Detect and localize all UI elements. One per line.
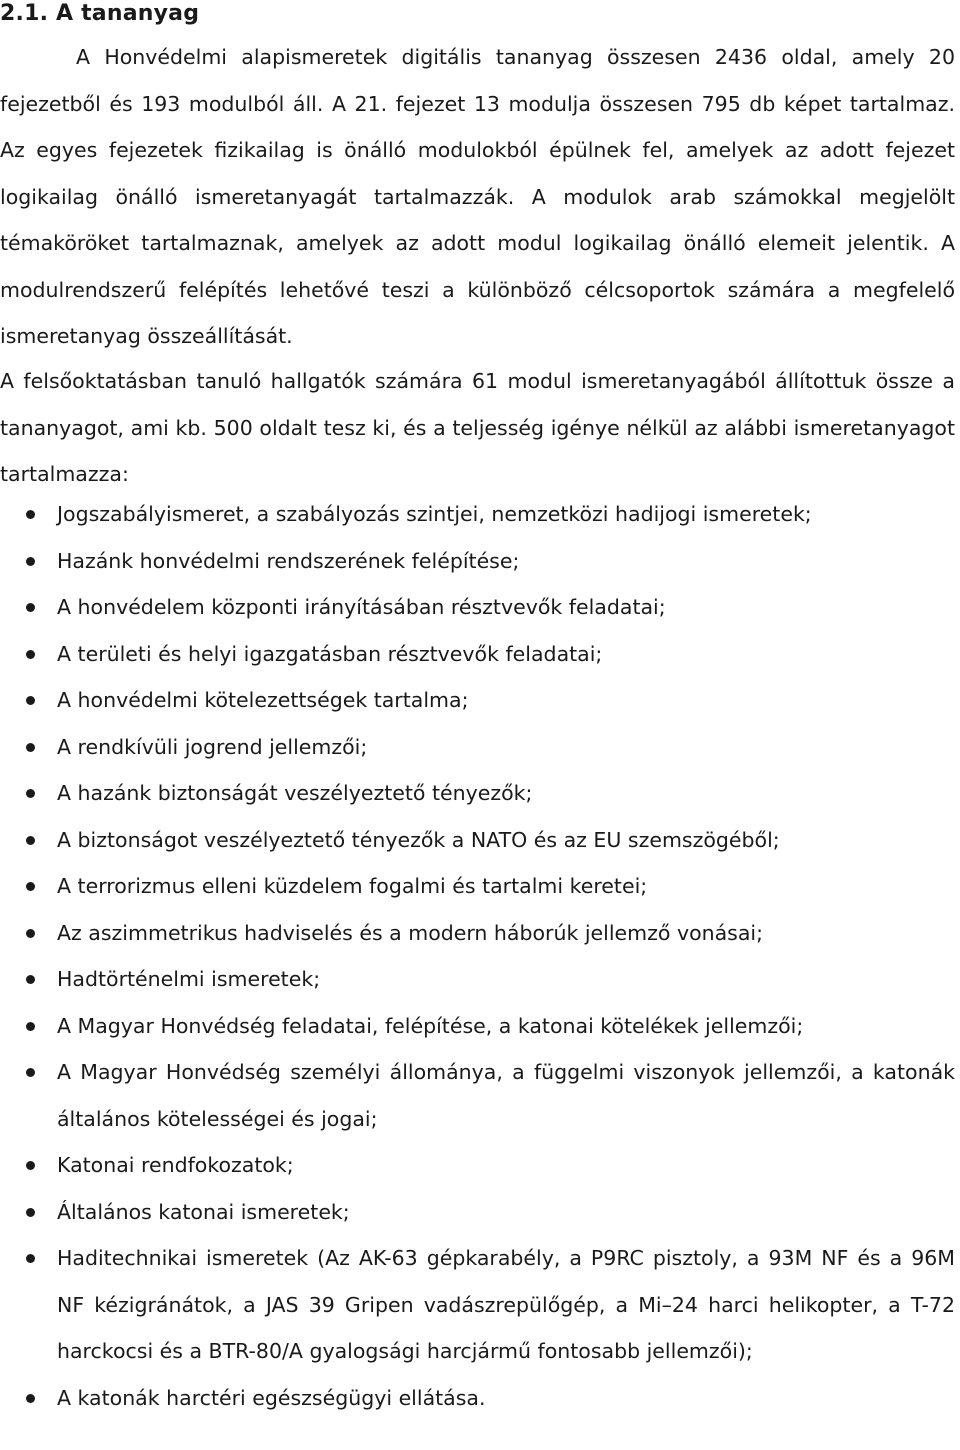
- bullet-icon: [26, 650, 35, 659]
- list-item: [0, 863, 955, 910]
- list-item-text: A katonák harctéri egészségügyi ellátása.: [57, 1385, 486, 1410]
- list-item-text: Hazánk honvédelmi rendszerének felépítése;: [57, 548, 520, 573]
- list-item: [0, 770, 955, 817]
- list-item: [0, 724, 955, 771]
- scope-paragraph: A felsőoktatásban tanuló hallgatók számára 61 modul ismeretanyagából állítottuk össze a tananyagot, ami kb. 500 oldalt tesz ki, és a teljesség igénye nélkül az alábbi ismeretanyagot tartalmazza:: [0, 369, 955, 486]
- list-item-text: A Magyar Honvédség feladatai, felépítése, a katonai kötelékek jellemzői;: [57, 1013, 804, 1038]
- bullet-icon: [26, 1254, 35, 1263]
- list-item-text: Az aszimmetrikus hadviselés és a modern háborúk jellemző vonásai;: [57, 920, 764, 945]
- bullet-icon: [26, 929, 35, 938]
- list-item-text: A Magyar Honvédség személyi állománya, a függelmi viszonyok jellemzői, a katonák általános kötelességei és jogai;: [57, 1060, 955, 1131]
- list-item-text: A terrorizmus elleni küzdelem fogalmi és tartalmi keretei;: [57, 874, 648, 898]
- list-item: [0, 631, 955, 678]
- list-item: [0, 1049, 955, 1142]
- list-item: [0, 1003, 955, 1050]
- list-item-text: A honvédelem központi irányításában résztvevők feladatai;: [57, 595, 666, 619]
- bullet-icon: [26, 1208, 35, 1217]
- list-item: [0, 817, 955, 864]
- list-item: [0, 677, 955, 724]
- bullet-icon: [26, 557, 35, 566]
- list-item-text: Katonai rendfokozatok;: [57, 1153, 294, 1177]
- list-item-text: Haditechnikai ismeretek (Az AK-63 gépkarabély, a P9RC pisztoly, a 93M NF és a 96M NF kézigránátok, a JAS 39 Gripen vadászrepülőgép, a Mi–24 harci helikopter, a T-72 harckocsi és a BTR-80/A gyalogsági harcjármű fontosabb jellemzői);: [57, 1246, 955, 1363]
- list-item-text: Jogszabályismeret, a szabályozás szintjei, nemzetközi hadijogi ismeretek;: [57, 502, 812, 526]
- bullet-icon: [26, 696, 35, 705]
- list-item: [0, 584, 955, 631]
- list-item-text: A biztonságot veszélyeztető tényezők a NATO és az EU szemszögéből;: [57, 827, 780, 852]
- bullet-icon: [26, 882, 35, 891]
- list-item: [0, 910, 955, 957]
- list-item: [0, 956, 955, 1003]
- list-item-text: A rendkívüli jogrend jellemzői;: [57, 734, 368, 759]
- list-item: [0, 1235, 955, 1375]
- bullet-icon: [26, 510, 35, 519]
- list-item: [0, 1142, 955, 1189]
- bullet-icon: [26, 975, 35, 984]
- list-item: [0, 538, 955, 585]
- list-item: [0, 1189, 955, 1236]
- bullet-icon: [26, 1394, 35, 1403]
- bullet-icon: [26, 743, 35, 752]
- intro-paragraph: A Honvédelmi alapismeretek digitális tananyag összesen 2436 oldal, amely 20 fejezetből és 193 modulból áll. A 21. fejezet 13 modulja összesen 795 db képet tartalmaz. Az egyes fejezetek fizikailag is önálló modulokból épülnek fel, amelyek az adott fejezet logikailag önálló ismeretanyagát tartalmazzák. A modulok arab számokkal megjelölt témaköröket tartalmaznak, amelyek az adott modul logikailag önálló elemeit jelentik. A modulrendszerű felépítés lehetővé teszi a különböző célcsoportok számára a megfelelő ismeretanyag összeállítását.: [0, 45, 955, 348]
- list-item: [0, 1375, 955, 1422]
- list-item-text: A honvédelmi kötelezettségek tartalma;: [57, 688, 469, 712]
- list-item-text: A hazánk biztonságát veszélyeztető tényezők;: [57, 781, 533, 805]
- list-item-text: Általános katonai ismeretek;: [57, 1199, 350, 1224]
- list-item-text: Hadtörténelmi ismeretek;: [57, 967, 321, 991]
- bullet-icon: [26, 836, 35, 845]
- section-title: 2.1. A tananyag: [0, 1, 200, 26]
- bullet-icon: [26, 1068, 35, 1077]
- bullet-icon: [26, 603, 35, 612]
- list-item-text: A területi és helyi igazgatásban résztvevők feladatai;: [57, 641, 603, 666]
- topic-list: [0, 491, 955, 1421]
- bullet-icon: [26, 789, 35, 798]
- list-item: [0, 491, 955, 538]
- bullet-icon: [26, 1161, 35, 1170]
- bullet-icon: [26, 1022, 35, 1031]
